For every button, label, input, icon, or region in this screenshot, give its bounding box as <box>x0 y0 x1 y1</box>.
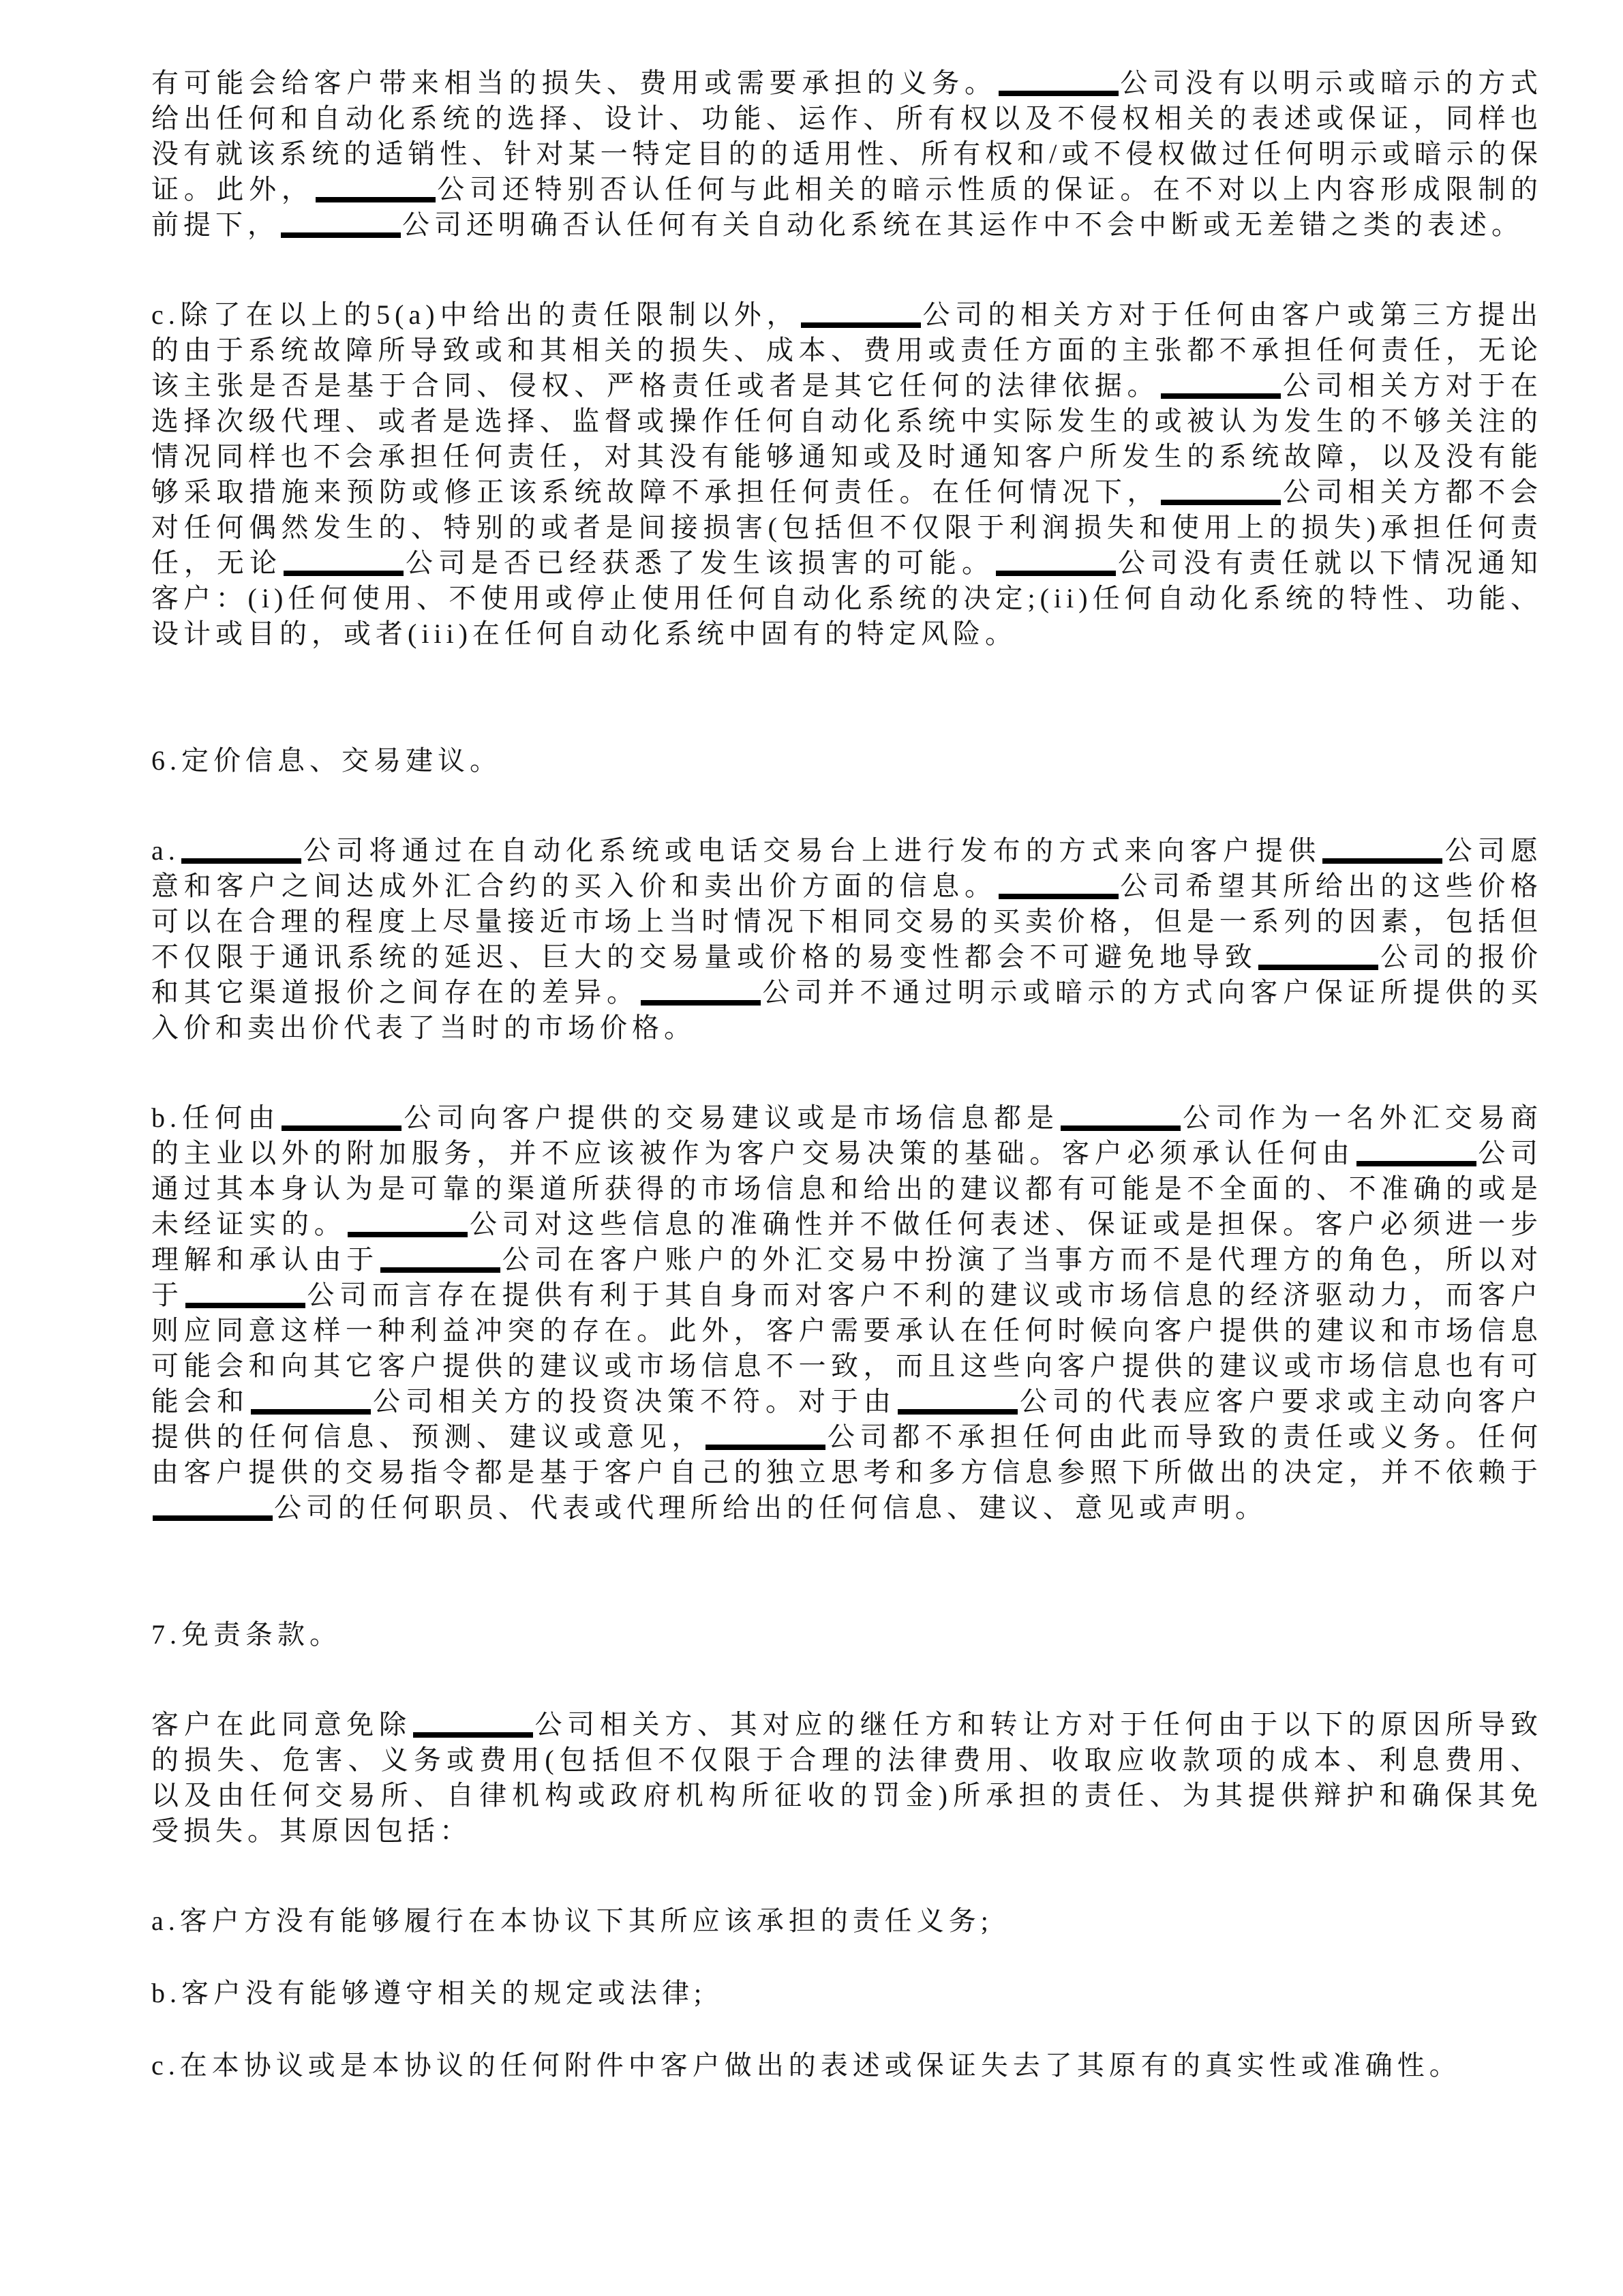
document-content <box>151 65 1543 2083</box>
blank-underline-field <box>999 89 1119 96</box>
blank-underline-field <box>1161 392 1281 399</box>
blank-underline-field <box>999 892 1119 899</box>
paragraph-6a-pricing-information: a. 公司将通过在自动化系统或电话交易台上进行发布的方式来向客户提供 公司愿意和客户之间达成外汇合约的买入价和卖出价方面的信息。 公司希望其所给出的这些价格可以在合理的程度上尽量接近市场上当时情况下相同交易的买卖价格，但是一系列的因素，包括但不仅限于通讯系统的延迟、巨大的交易量或价格的易变性都会不可避免地导致 公司的报价和其它渠道报价之间存在的差异。 公司并不通过明示或暗示的方式向客户保证所提供的买入价和卖出价代表了当时的市场价格。 <box>151 835 1543 1043</box>
blank-underline-field <box>284 569 404 576</box>
blank-underline-field <box>282 1124 401 1131</box>
list-item-7b: b.客户没有能够遵守相关的规定或法律; <box>151 1978 707 2008</box>
blank-underline-field <box>1258 963 1378 970</box>
blank-underline-field <box>281 231 401 238</box>
blank-underline-field <box>153 1514 273 1521</box>
blank-underline-field <box>185 1301 305 1308</box>
blank-underline-field <box>801 321 921 328</box>
blank-underline-field <box>413 1731 533 1738</box>
list-item-7c: c.在本协议或是本协议的任何附件中客户做出的表述或保证失去了其原有的真实性或准确性。 <box>151 2050 1461 2081</box>
paragraph-5c-liability-limitation: c.除了在以上的5(a)中给出的责任限制以外， 公司的相关方对于任何由客户或第三方提出的由于系统故障所导致或和其相关的损失、成本、费用或责任方面的主张都不承担任何责任，无论该主张是否是基于合同、侵权、严格责任或者是其它任何的法律依据。 公司相关方对于在选择次级代理、或者是选择、监督或操作任何自动化系统中实际发生的或被认为发生的不够关注的情况同样也不会承担任何责任，对其没有能够通知或及时通知客户所发生的系统故障，以及没有能够采取措施来预防或修正该系统故障不承担任何责任。在任何情况下， 公司相关方都不会对任何偶然发生的、特别的或者是间接损害(包括但不仅限于利润损失和使用上的损失)承担任何责任，无论 公司是否已经获悉了发生该损害的可能。 公司没有责任就以下情况通知客户：(i)任何使用、不使用或停止使用任何自动化系统的决定;(ii)任何自动化系统的特性、功能、设计或目的，或者(iii)在任何自动化系统中固有的特定风险。 <box>151 299 1543 649</box>
section-7-heading: 7.免责条款。 <box>151 1619 342 1650</box>
blank-underline-field <box>251 1408 371 1415</box>
blank-underline-field <box>316 196 436 202</box>
blank-underline-field <box>996 569 1116 576</box>
section-6-heading: 6.定价信息、交易建议。 <box>151 745 502 776</box>
blank-underline-field <box>380 1266 500 1273</box>
paragraph-6b-trading-advice: b.任何由 公司向客户提供的交易建议或是市场信息都是 公司作为一名外汇交易商的主业以外的附加服务，并不应该被作为客户交易决策的基础。客户必须承认任何由 公司通过其本身认为是可靠的渠道所获得的市场信息和给出的建议都有可能是不全面的、不准确的或是未经证实的。 公司对这些信息的准确性并不做任何表述、保证或是担保。客户必须进一步理解和承认由于 公司在客户账户的外汇交易中扮演了当事方而不是代理方的角色，所以对于 公司而言存在提供有利于其自身而对客户不利的建议或市场信息的经济驱动力，而客户则应同意这样一种利益冲突的存在。此外，客户需要承认在任何时候向客户提供的建议和市场信息可能会和向其它客户提供的建议或市场信息不一致，而且这些向客户提供的建议或市场信息也有可能会和 公司相关方的投资决策不符。对于由 公司的代表应客户要求或主动向客户提供的任何信息、预测、建议或意见， 公司都不承担任何由此而导致的责任或义务。任何由客户提供的交易指令都是基于客户自己的独立思考和多方信息参照下所做出的决定，并不依赖于公司的任何职员、代表或代理所给出的任何信息、建议、意见或声明。 <box>151 1102 1543 1523</box>
blank-underline-field <box>706 1443 825 1450</box>
blank-underline-field <box>1356 1160 1476 1166</box>
blank-underline-field <box>348 1230 468 1237</box>
blank-underline-field <box>641 999 761 1006</box>
paragraph-7-indemnity-intro: 客户在此同意免除 公司相关方、其对应的继任方和转让方对于任何由于以下的原因所导致的损失、危害、义务或费用(包括但不仅限于合理的法律费用、收取应收款项的成本、利息费用、以及由任何交易所、自律机构或政府机构所征收的罚金)所承担的责任、为其提供辩护和确保其免受损失。其原因包括： <box>151 1709 1543 1846</box>
list-item-7a: a.客户方没有能够履行在本协议下其所应该承担的责任义务; <box>151 1905 993 1936</box>
blank-underline-field <box>1161 498 1281 505</box>
blank-underline-field <box>898 1408 1018 1415</box>
paragraph-automated-system-warranty-disclaimer: 有可能会给客户带来相当的损失、费用或需要承担的义务。 公司没有以明示或暗示的方式给出任何和自动化系统的选择、设计、功能、运作、所有权以及不侵权相关的表述或保证，同样也没有就该系统的适销性、针对某一特定目的的适用性、所有权和/或不侵权做过任何明示或暗示的保证。此外， 公司还特别否认任何与此相关的暗示性质的保证。在不对以上内容形成限制的前提下， 公司还明确否认任何有关自动化系统在其运作中不会中断或无差错之类的表述。 <box>151 67 1543 240</box>
blank-underline-field <box>181 857 301 864</box>
blank-underline-field <box>1061 1124 1181 1131</box>
blank-underline-field <box>1322 857 1442 864</box>
